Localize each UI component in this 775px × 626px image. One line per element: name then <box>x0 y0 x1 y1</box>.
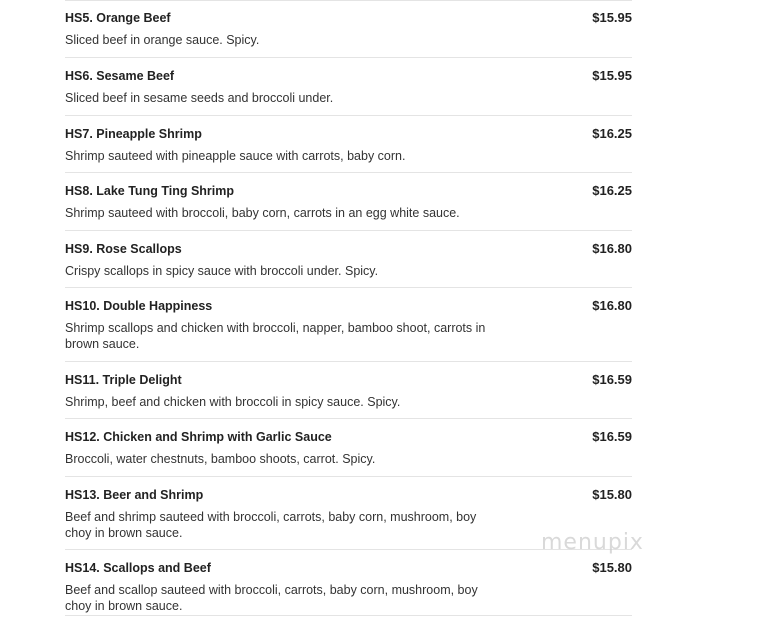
item-description: Shrimp sauteed with pineapple sauce with carrots, baby corn. <box>65 149 406 163</box>
menupix-watermark: menupix <box>541 530 644 555</box>
item-description: Sliced beef in orange sauce. Spicy. <box>65 33 260 47</box>
item-price: $16.25 <box>592 183 632 198</box>
item-name: HS7. Pineapple Shrimp <box>65 127 202 141</box>
menu-item <box>65 362 632 419</box>
menu-item <box>65 231 632 288</box>
item-price: $16.80 <box>592 298 632 313</box>
item-price: $16.25 <box>592 126 632 141</box>
item-price: $15.95 <box>592 68 632 83</box>
item-price: $15.80 <box>592 487 632 502</box>
item-name: HS12. Chicken and Shrimp with Garlic Sauce <box>65 430 332 444</box>
item-price: $16.59 <box>592 372 632 387</box>
item-description: Crispy scallops in spicy sauce with broccoli under. Spicy. <box>65 264 379 278</box>
item-name: HS6. Sesame Beef <box>65 69 175 83</box>
item-description: Beef and scallop sauteed with broccoli, carrots, baby corn, mushroom, boy choy in brown sauce. <box>65 583 478 613</box>
item-name: HS10. Double Happiness <box>65 299 213 313</box>
item-name: HS8. Lake Tung Ting Shrimp <box>65 184 235 198</box>
item-description: Broccoli, water chestnuts, bamboo shoots, carrot. Spicy. <box>65 452 376 466</box>
menu-list <box>65 0 632 616</box>
item-price: $16.59 <box>592 429 632 444</box>
item-price: $15.80 <box>592 560 632 575</box>
item-name: HS14. Scallops and Beef <box>65 561 211 575</box>
menu-item <box>65 0 632 58</box>
item-description: Sliced beef in sesame seeds and broccoli under. <box>65 91 334 105</box>
item-description: Shrimp sauteed with broccoli, baby corn, carrots in an egg white sauce. <box>65 206 460 220</box>
item-description: Shrimp, beef and chicken with broccoli in spicy sauce. Spicy. <box>65 395 401 409</box>
menu-item <box>65 288 632 362</box>
item-name: HS13. Beer and Shrimp <box>65 488 204 502</box>
item-name: HS9. Rose Scallops <box>65 242 182 256</box>
menu-item <box>65 173 632 231</box>
item-description: Shrimp scallops and chicken with broccoli, napper, bamboo shoot, carrots in brown sauce. <box>65 321 486 351</box>
menu-item <box>65 419 632 477</box>
item-price: $15.95 <box>592 10 632 25</box>
menu-item <box>65 550 632 616</box>
menu-item <box>65 58 632 116</box>
item-name: HS11. Triple Delight <box>65 373 182 387</box>
item-name: HS5. Orange Beef <box>65 11 171 25</box>
menu-item <box>65 116 632 173</box>
item-price: $16.80 <box>592 241 632 256</box>
item-description: Beef and shrimp sauteed with broccoli, carrots, baby corn, mushroom, boy choy in brown sauce. <box>65 510 477 540</box>
